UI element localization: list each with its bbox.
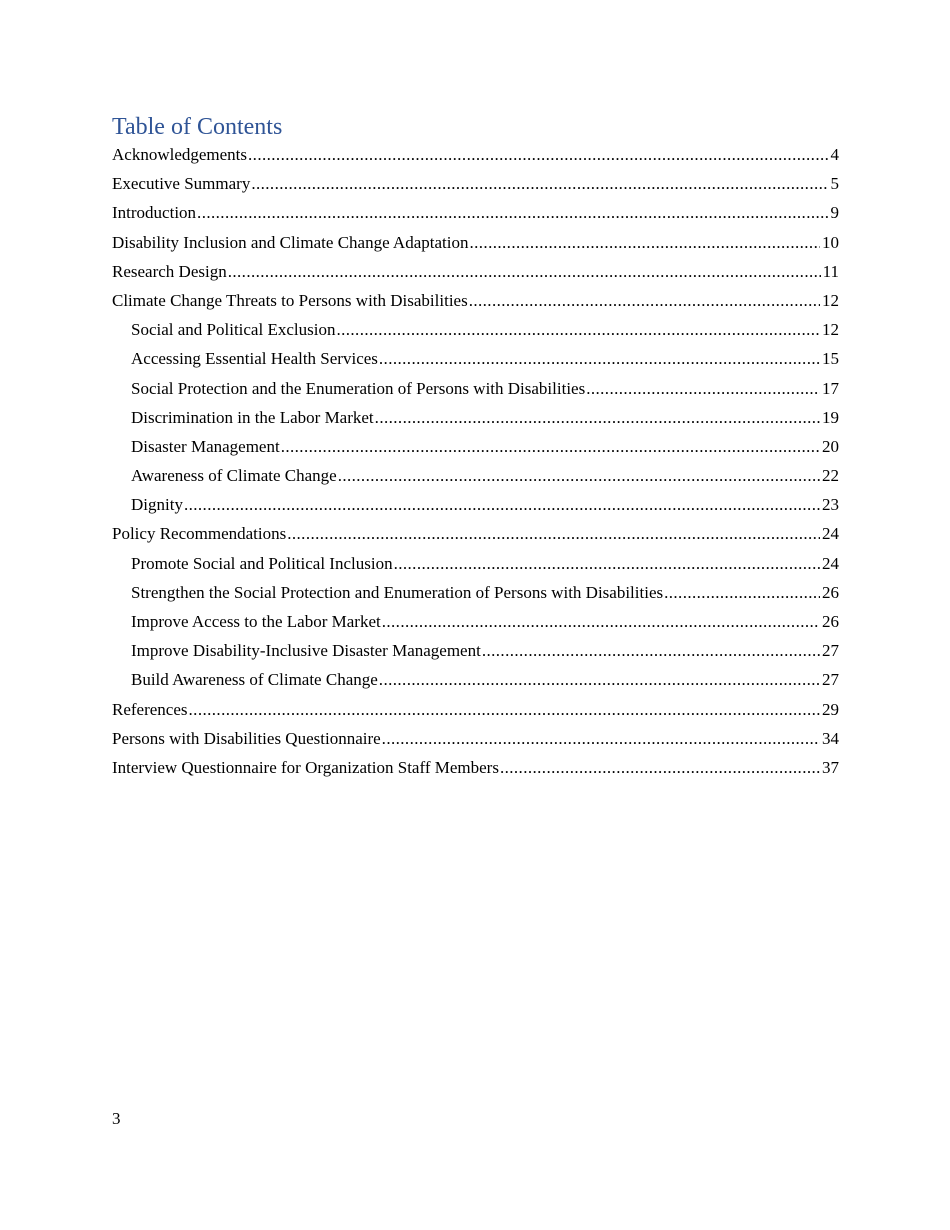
toc-entry[interactable] [112,403,839,432]
toc-list [112,140,839,782]
toc-entry-page: 26 [822,612,839,631]
toc-entry-title: Research Design [112,261,227,281]
toc-dot-leader [482,636,820,665]
toc-entry[interactable] [112,286,839,315]
toc-entry-page: 9 [830,203,839,223]
toc-entry-page: 27 [822,641,839,661]
toc-dot-leader [394,549,820,578]
toc-entry-title: Persons with Disabilities Questionnaire [112,728,381,748]
toc-entry[interactable] [112,519,839,548]
toc-entry-page: 23 [822,495,839,515]
toc-entry-title: Awareness of Climate Change [131,466,337,486]
toc-entry-title: Policy Recommendations [112,524,287,544]
toc-entry-page: 29 [822,699,839,719]
toc-entry-title: Discrimination in the Labor Market [131,407,374,427]
toc-dot-leader [281,432,820,461]
toc-entry[interactable] [112,665,839,694]
toc-dot-leader [382,607,820,636]
toc-entry-title: Introduction [112,203,197,223]
toc-heading: Table of Contents [112,114,283,140]
toc-entry[interactable] [112,636,839,665]
toc-entry-title: Acknowledgements [112,145,248,164]
toc-entry-page: 24 [822,553,839,573]
toc-entry-page: 37 [822,757,839,777]
toc-dot-leader [379,344,820,373]
toc-entry-title: References [112,699,188,719]
toc-entry[interactable] [112,432,839,461]
toc-entry[interactable] [112,578,839,607]
toc-dot-leader [469,286,820,315]
toc-entry-page: 22 [822,466,839,486]
toc-entry-title: Strengthen the Social Protection and Enumeration of Persons with Disabilities [131,582,664,602]
toc-entry-title: Interview Questionnaire for Organization Staff Members [112,757,499,777]
toc-entry[interactable] [112,461,839,490]
toc-dot-leader [287,519,820,548]
toc-entry[interactable] [112,315,839,344]
toc-entry-page: 15 [822,349,839,369]
page-number: 3 [112,1109,121,1128]
toc-dot-leader [500,753,820,782]
toc-dot-leader [197,198,828,227]
toc-dot-leader [586,374,820,403]
toc-entry[interactable] [112,753,839,782]
toc-entry[interactable] [112,374,839,403]
toc-entry-title: Executive Summary [112,174,251,194]
toc-dot-leader [379,665,820,694]
toc-entry-page: 12 [822,320,839,340]
toc-entry-title: Climate Change Threats to Persons with Disabilities [112,290,468,310]
toc-entry-page: 24 [822,524,839,544]
toc-dot-leader [664,578,820,607]
toc-entry-page: 19 [822,407,839,427]
toc-dot-leader [338,461,820,490]
toc-entry-title: Build Awareness of Climate Change [131,670,378,690]
toc-entry-title: Social and Political Exclusion [131,320,336,340]
toc-dot-leader [184,490,820,519]
toc-dot-leader [469,228,820,257]
toc-dot-leader [336,315,820,344]
toc-entry-title: Disaster Management [131,436,280,456]
toc-entry[interactable] [112,344,839,373]
toc-entry-title: Disability Inclusion and Climate Change Adaptation [112,232,469,252]
toc-entry-page: 10 [822,232,839,252]
toc-entry-title: Social Protection and the Enumeration of Persons with Disabilities [131,378,586,398]
toc-entry[interactable] [112,490,839,519]
toc-entry[interactable] [112,169,839,198]
toc-dot-leader [382,724,820,753]
toc-dot-leader [189,695,820,724]
toc-entry-title: Improve Access to the Labor Market [131,612,381,631]
toc-entry[interactable] [112,228,839,257]
toc-entry-page: 34 [822,728,839,748]
toc-dot-leader [251,169,828,198]
toc-entry[interactable] [112,724,839,753]
toc-entry-title: Accessing Essential Health Services [131,349,378,369]
toc-entry-page: 20 [822,436,839,456]
toc-dot-leader [228,257,821,286]
toc-entry[interactable] [112,695,839,724]
toc-entry[interactable] [112,549,839,578]
toc-entry-page: 26 [822,582,839,602]
toc-dot-leader [375,403,820,432]
toc-entry-page: 4 [830,145,839,164]
toc-dot-leader [248,140,828,169]
toc-entry[interactable] [112,257,839,286]
toc-entry-page: 17 [822,378,839,398]
toc-entry-title: Promote Social and Political Inclusion [131,553,393,573]
toc-entry-title: Improve Disability-Inclusive Disaster Management [131,641,481,661]
toc-entry-page: 11 [822,261,839,281]
toc-entry-title: Dignity [131,495,183,515]
toc-entry[interactable] [112,140,839,169]
toc-entry-page: 27 [822,670,839,690]
toc-entry-page: 12 [822,290,839,310]
toc-entry[interactable] [112,607,839,636]
toc-entry[interactable] [112,198,839,227]
toc-entry-page: 5 [830,174,839,194]
